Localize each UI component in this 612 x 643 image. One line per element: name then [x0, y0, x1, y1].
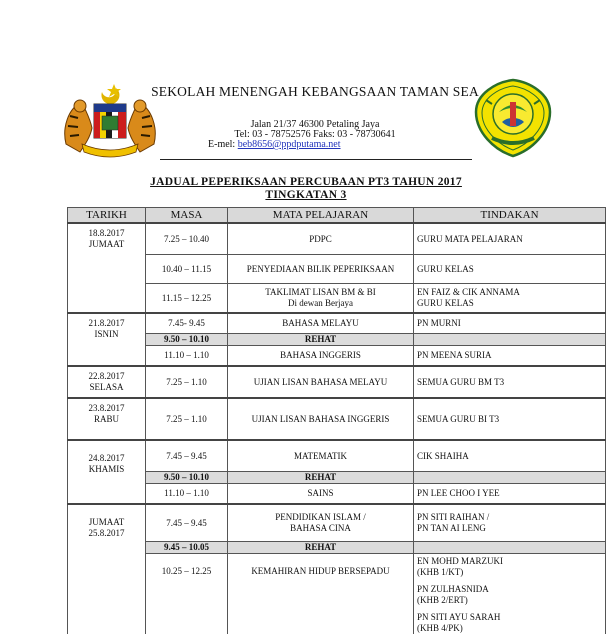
table-row	[68, 484, 606, 505]
subject-cell: UJIAN LISAN BAHASA INGGERIS	[228, 398, 414, 440]
action-cell: SEMUA GURU BI T3	[414, 398, 606, 440]
school-address: Jalan 21/37 46300 Petaling Jaya	[250, 119, 380, 130]
time-cell: 7.25 – 10.40	[146, 223, 228, 255]
subject-line: TAKLIMAT LISAN BM & BI	[265, 287, 376, 297]
document-subtitle: TINGKATAN 3	[265, 189, 347, 201]
time-cell: 9.50 – 10.10	[146, 472, 228, 484]
table-header-row	[68, 208, 606, 224]
column-header-tindakan: TINDAKAN	[414, 208, 606, 224]
action-cell	[414, 472, 606, 484]
day: ISNIN	[94, 329, 119, 339]
action-cell: GURU KELAS	[414, 255, 606, 284]
action-cell	[414, 554, 606, 635]
table-row	[68, 542, 606, 554]
subject-cell: PDPC	[228, 223, 414, 255]
action-cell: PN MEENA SURIA	[414, 346, 606, 367]
subject-line: Di dewan Berjaya	[288, 298, 353, 308]
table-row	[68, 366, 606, 398]
table-row	[68, 504, 606, 542]
action-cell: SEMUA GURU BM T3	[414, 366, 606, 398]
action-cell: PN LEE CHOO I YEE	[414, 484, 606, 505]
action-cell: PN MURNI	[414, 313, 606, 334]
action-cell: GURU MATA PELAJARAN	[414, 223, 606, 255]
date: 21.8.2017	[88, 318, 125, 328]
action-line: PN SITI AYU SARAH	[417, 612, 501, 622]
table-row	[68, 223, 606, 255]
time-cell: 10.40 – 11.15	[146, 255, 228, 284]
action-cell: CIK SHAIHA	[414, 440, 606, 472]
column-header-masa: MASA	[146, 208, 228, 224]
action-cell	[414, 542, 606, 554]
day: JUMAAT	[88, 517, 125, 527]
exam-schedule-table	[67, 207, 606, 634]
email-link[interactable]: beb8656@ppdputama.net	[237, 139, 341, 150]
subject-line: BAHASA CINA	[290, 523, 351, 533]
table-row	[68, 255, 606, 284]
date-cell	[68, 313, 146, 366]
table-row	[68, 313, 606, 334]
column-header-mata-pelajaran: MATA PELAJARAN	[228, 208, 414, 224]
date: 22.8.2017	[88, 371, 125, 381]
date: 23.8.2017	[88, 403, 125, 413]
table-row	[68, 554, 606, 635]
school-name: SEKOLAH MENENGAH KEBANGSAAN TAMAN SEA	[151, 84, 479, 99]
action-line: PN SITI RAIHAN /	[417, 512, 490, 522]
table-row	[68, 346, 606, 367]
date: 18.8.2017	[88, 228, 125, 238]
action-line: PN ZULHASNIDA	[417, 584, 489, 594]
subject-cell: REHAT	[228, 334, 414, 346]
subject-cell: REHAT	[228, 542, 414, 554]
subject-cell: BAHASA INGGERIS	[228, 346, 414, 367]
day: RABU	[93, 414, 119, 424]
date: 24.8.2017	[88, 453, 125, 463]
subject-cell	[228, 504, 414, 542]
date-cell	[68, 366, 146, 398]
subject-cell: UJIAN LISAN BAHASA MELAYU	[228, 366, 414, 398]
subject-cell: BAHASA MELAYU	[228, 313, 414, 334]
time-cell: 10.25 – 12.25	[146, 554, 228, 635]
subject-cell: PENYEDIAAN BILIK PEPERIKSAAN	[228, 255, 414, 284]
header-divider	[160, 159, 472, 160]
document-title: JADUAL PEPERIKSAAN PERCUBAAN PT3 TAHUN 2017	[150, 176, 462, 188]
date-cell	[68, 223, 146, 313]
time-cell: 7.45- 9.45	[146, 313, 228, 334]
school-crest-icon	[472, 78, 554, 158]
date-cell	[68, 504, 146, 634]
action-line: EN FAIZ & CIK ANNAMA	[417, 287, 520, 297]
column-header-tarikh: TARIKH	[68, 208, 146, 224]
malaysia-coat-of-arms-icon	[56, 82, 164, 158]
subject-cell: REHAT	[228, 472, 414, 484]
time-cell: 9.50 – 10.10	[146, 334, 228, 346]
time-cell: 11.15 – 12.25	[146, 284, 228, 314]
email-label: E-mel:	[208, 139, 238, 150]
day: KHAMIS	[88, 464, 125, 474]
time-cell: 7.45 – 9.45	[146, 504, 228, 542]
action-cell	[414, 334, 606, 346]
subject-cell: SAINS	[228, 484, 414, 505]
action-line: GURU KELAS	[417, 298, 474, 308]
time-cell: 7.25 – 1.10	[146, 366, 228, 398]
time-cell: 11.10 – 1.10	[146, 346, 228, 367]
action-line: EN MOHD MARZUKI	[417, 556, 503, 566]
school-phone-fax: Tel: 03 - 78752576 Faks: 03 - 78730641	[234, 129, 396, 140]
table-row	[68, 284, 606, 314]
time-cell: 11.10 – 1.10	[146, 484, 228, 505]
action-line: PN TAN AI LENG	[417, 523, 486, 533]
table-row	[68, 398, 606, 440]
subject-line: PENDIDIKAN ISLAM /	[275, 512, 366, 522]
table-row	[68, 334, 606, 346]
action-line: (KHB 4/PK)	[417, 623, 463, 633]
table-row	[68, 440, 606, 472]
day: SELASA	[89, 382, 124, 392]
date-cell	[68, 398, 146, 440]
subject-cell: MATEMATIK	[228, 440, 414, 472]
date-cell	[68, 440, 146, 504]
time-cell: 7.25 – 1.10	[146, 398, 228, 440]
date: 25.8.2017	[88, 528, 125, 538]
day: JUMAAT	[88, 239, 125, 249]
time-cell: 7.45 – 9.45	[146, 440, 228, 472]
time-cell: 9.45 – 10.05	[146, 542, 228, 554]
action-cell	[414, 504, 606, 542]
action-line: (KHB 2/ERT)	[417, 595, 468, 605]
school-email-line	[208, 139, 341, 150]
action-cell	[414, 284, 606, 314]
subject-cell: KEMAHIRAN HIDUP BERSEPADU	[228, 554, 414, 635]
subject-cell	[228, 284, 414, 314]
action-line: (KHB 1/KT)	[417, 567, 464, 577]
table-row	[68, 472, 606, 484]
